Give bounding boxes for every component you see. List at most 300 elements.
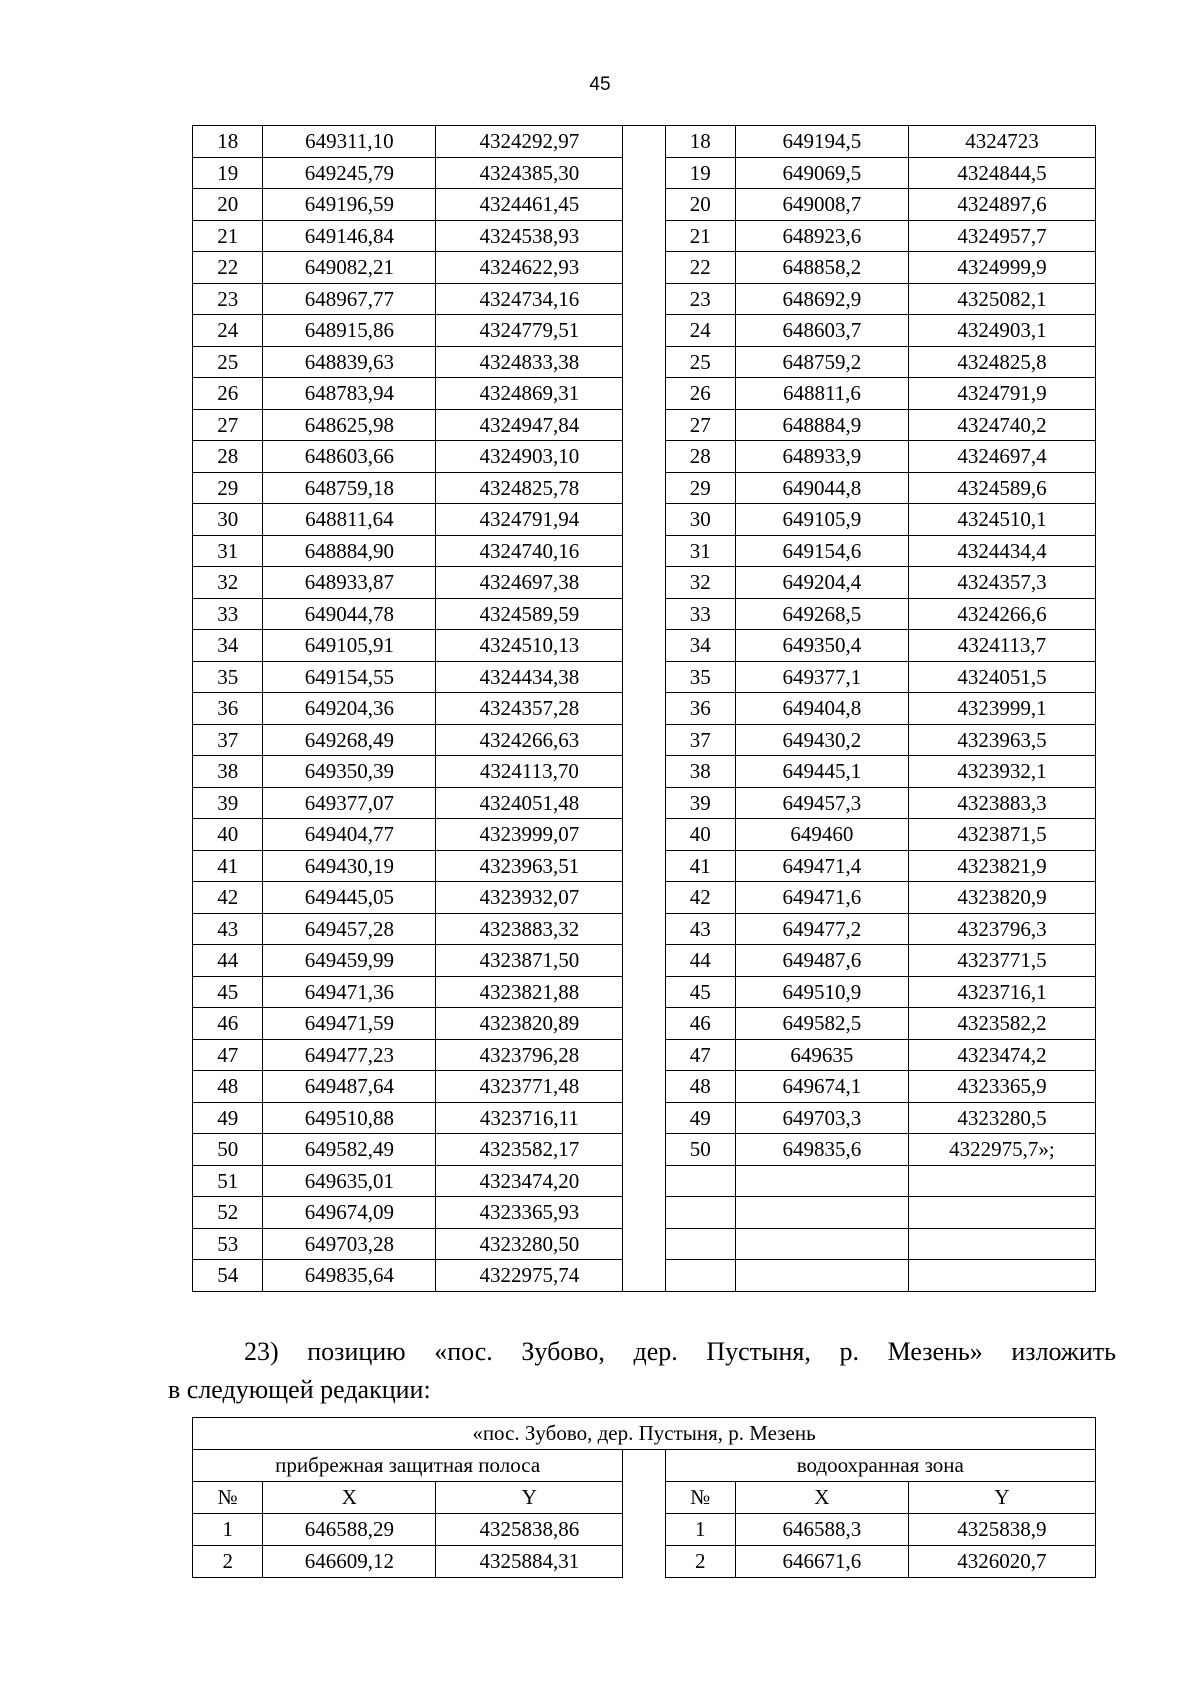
table-row <box>193 598 1096 630</box>
left-x-cell: 649204,36 <box>263 693 436 725</box>
right-no-cell: 39 <box>665 787 735 819</box>
table-row <box>193 1008 1096 1040</box>
left-y-cell: 4323582,17 <box>436 1134 623 1166</box>
right-x-cell: 649105,9 <box>735 504 908 536</box>
gap-cell <box>623 1039 665 1071</box>
left-no-cell: 54 <box>193 1260 263 1292</box>
gap-cell <box>623 1546 665 1578</box>
paragraph-line-1: 23) позицию «пос. Зубово, дер. Пустыня, р. Мезень» изложить <box>244 1337 1116 1366</box>
right-y-cell: 4324589,6 <box>908 472 1095 504</box>
right-no-cell: 24 <box>665 315 735 347</box>
left-no-cell: 40 <box>193 819 263 851</box>
left-x-cell: 648811,64 <box>263 504 436 536</box>
left-x-cell: 649582,49 <box>263 1134 436 1166</box>
right-y-cell: 4324903,1 <box>908 315 1095 347</box>
amendment-paragraph <box>168 1333 1116 1409</box>
right-no: 1 <box>665 1514 735 1546</box>
left-y: 4325838,86 <box>436 1514 623 1546</box>
table-row <box>193 630 1096 662</box>
table-row <box>193 1071 1096 1103</box>
left-no-cell: 36 <box>193 693 263 725</box>
gap-cell <box>623 630 665 662</box>
left-y-cell: 4324266,63 <box>436 724 623 756</box>
gap-cell <box>623 756 665 788</box>
right-y-cell: 4324266,6 <box>908 598 1095 630</box>
gap-cell <box>623 882 665 914</box>
right-y-cell: 4323716,1 <box>908 976 1095 1008</box>
gap-cell <box>623 472 665 504</box>
right-x: 646588,3 <box>735 1514 908 1546</box>
right-x-cell <box>735 1197 908 1229</box>
gap-cell <box>623 1197 665 1229</box>
right-x-cell: 649069,5 <box>735 157 908 189</box>
right-no-cell: 35 <box>665 661 735 693</box>
left-no-cell: 28 <box>193 441 263 473</box>
gap-cell <box>623 189 665 221</box>
table-row <box>193 220 1096 252</box>
coordinates-table <box>192 125 1096 1292</box>
left-no-cell: 47 <box>193 1039 263 1071</box>
table-row <box>193 252 1096 284</box>
gap-cell <box>623 1008 665 1040</box>
left-no-cell: 25 <box>193 346 263 378</box>
left-x-cell: 649471,59 <box>263 1008 436 1040</box>
left-y-cell: 4324510,13 <box>436 630 623 662</box>
left-y-cell: 4323365,93 <box>436 1197 623 1229</box>
right-y-cell: 4324791,9 <box>908 378 1095 410</box>
left-section-header: прибрежная защитная полоса <box>193 1450 623 1482</box>
gap-cell <box>623 567 665 599</box>
right-no-cell: 27 <box>665 409 735 441</box>
gap-cell <box>623 724 665 756</box>
right-no-cell: 26 <box>665 378 735 410</box>
left-x-cell: 649404,77 <box>263 819 436 851</box>
left-x-cell: 648915,86 <box>263 315 436 347</box>
left-no: 1 <box>193 1514 263 1546</box>
right-y-cell: 4323796,3 <box>908 913 1095 945</box>
left-no-cell: 22 <box>193 252 263 284</box>
left-no-cell: 18 <box>193 126 263 158</box>
gap-cell <box>623 598 665 630</box>
paragraph-line-2: в следующей редакции: <box>168 1375 431 1404</box>
right-y-cell: 4324510,1 <box>908 504 1095 536</box>
right-x-cell <box>735 1228 908 1260</box>
left-x-cell: 649459,99 <box>263 945 436 977</box>
right-x-cell: 648759,2 <box>735 346 908 378</box>
right-x-cell: 649445,1 <box>735 756 908 788</box>
left-y-cell: 4324734,16 <box>436 283 623 315</box>
right-y-cell: 4323582,2 <box>908 1008 1095 1040</box>
left-y-cell: 4324051,48 <box>436 787 623 819</box>
right-y-cell: 4323963,5 <box>908 724 1095 756</box>
left-x-cell: 649487,64 <box>263 1071 436 1103</box>
right-y-cell <box>908 1260 1095 1292</box>
right-x-cell: 648933,9 <box>735 441 908 473</box>
right-x-cell: 648923,6 <box>735 220 908 252</box>
left-no-cell: 19 <box>193 157 263 189</box>
left-x-cell: 649457,28 <box>263 913 436 945</box>
left-x-cell: 649835,64 <box>263 1260 436 1292</box>
table-row <box>193 346 1096 378</box>
left-no-cell: 23 <box>193 283 263 315</box>
right-y-cell <box>908 1228 1095 1260</box>
right-no-cell <box>665 1228 735 1260</box>
table-row <box>193 819 1096 851</box>
gap-cell <box>623 378 665 410</box>
gap-cell <box>623 126 665 158</box>
table-row <box>193 378 1096 410</box>
gap-cell <box>623 1165 665 1197</box>
right-no-cell: 22 <box>665 252 735 284</box>
page-number: 45 <box>589 74 611 95</box>
right-col-x-header: X <box>735 1482 908 1514</box>
left-x-cell: 649044,78 <box>263 598 436 630</box>
table-row <box>193 283 1096 315</box>
left-y-cell: 4324740,16 <box>436 535 623 567</box>
gap-cell <box>623 504 665 536</box>
left-no-cell: 48 <box>193 1071 263 1103</box>
left-y-cell: 4323999,07 <box>436 819 623 851</box>
right-y-cell: 4324999,9 <box>908 252 1095 284</box>
left-col-x-header: X <box>263 1482 436 1514</box>
right-y-cell <box>908 1197 1095 1229</box>
zubovo-table-title: «пос. Зубово, дер. Пустыня, р. Мезень <box>193 1418 1096 1450</box>
left-y-cell: 4324791,94 <box>436 504 623 536</box>
zubovo-data-row <box>193 1514 1096 1546</box>
right-no-cell: 42 <box>665 882 735 914</box>
left-no-cell: 31 <box>193 535 263 567</box>
table-row <box>193 504 1096 536</box>
left-y-cell: 4324385,30 <box>436 157 623 189</box>
left-x-cell: 649471,36 <box>263 976 436 1008</box>
table-row <box>193 1134 1096 1166</box>
gap-cell <box>623 283 665 315</box>
left-x-cell: 649105,91 <box>263 630 436 662</box>
left-no-cell: 41 <box>193 850 263 882</box>
table-row <box>193 693 1096 725</box>
gap-cell <box>623 913 665 945</box>
left-y-cell: 4324833,38 <box>436 346 623 378</box>
left-no-cell: 24 <box>193 315 263 347</box>
right-y-cell: 4323280,5 <box>908 1102 1095 1134</box>
gap-cell <box>623 693 665 725</box>
left-y-cell: 4323883,32 <box>436 913 623 945</box>
right-x-cell: 649204,4 <box>735 567 908 599</box>
table-row <box>193 567 1096 599</box>
right-no-cell: 40 <box>665 819 735 851</box>
zubovo-data-row <box>193 1546 1096 1578</box>
right-no-cell: 32 <box>665 567 735 599</box>
right-y-cell: 4323932,1 <box>908 756 1095 788</box>
left-no-cell: 39 <box>193 787 263 819</box>
left-x-cell: 649635,01 <box>263 1165 436 1197</box>
table-row <box>193 945 1096 977</box>
left-y-cell: 4323871,50 <box>436 945 623 977</box>
left-y-cell: 4324825,78 <box>436 472 623 504</box>
right-x-cell: 649835,6 <box>735 1134 908 1166</box>
gap-cell <box>623 220 665 252</box>
right-x-cell: 649703,3 <box>735 1102 908 1134</box>
right-y-cell: 4323771,5 <box>908 945 1095 977</box>
right-no-cell: 37 <box>665 724 735 756</box>
left-no-cell: 38 <box>193 756 263 788</box>
right-x-cell: 649430,2 <box>735 724 908 756</box>
left-x: 646588,29 <box>263 1514 436 1546</box>
right-y-cell: 4323821,9 <box>908 850 1095 882</box>
table-row <box>193 1228 1096 1260</box>
right-x-cell: 649377,1 <box>735 661 908 693</box>
gap-cell <box>623 976 665 1008</box>
right-y-cell: 4323365,9 <box>908 1071 1095 1103</box>
left-x-cell: 648625,98 <box>263 409 436 441</box>
left-y-cell: 4323474,20 <box>436 1165 623 1197</box>
gap-cell <box>623 1102 665 1134</box>
right-x-cell: 649674,1 <box>735 1071 908 1103</box>
gap-cell <box>623 441 665 473</box>
right-x-cell: 649471,4 <box>735 850 908 882</box>
right-no-cell: 31 <box>665 535 735 567</box>
gap-cell <box>623 819 665 851</box>
right-y-cell: 4324051,5 <box>908 661 1095 693</box>
right-x-cell: 649194,5 <box>735 126 908 158</box>
table-row <box>193 535 1096 567</box>
right-y-cell: 4324844,5 <box>908 157 1095 189</box>
right-y-cell: 4324357,3 <box>908 567 1095 599</box>
right-y-cell: 4324113,7 <box>908 630 1095 662</box>
right-x-cell: 649471,6 <box>735 882 908 914</box>
left-y-cell: 4324869,31 <box>436 378 623 410</box>
left-y-cell: 4323796,28 <box>436 1039 623 1071</box>
left-x-cell: 648783,94 <box>263 378 436 410</box>
left-x-cell: 648967,77 <box>263 283 436 315</box>
right-y-cell: 4324957,7 <box>908 220 1095 252</box>
left-y-cell: 4324538,93 <box>436 220 623 252</box>
right-y-cell: 4323474,2 <box>908 1039 1095 1071</box>
table-row <box>193 1039 1096 1071</box>
left-x-cell: 649154,55 <box>263 661 436 693</box>
right-no-cell <box>665 1197 735 1229</box>
left-no-cell: 30 <box>193 504 263 536</box>
gap-cell <box>623 535 665 567</box>
right-section-header: водоохранная зона <box>665 1450 1095 1482</box>
left-y-cell: 4324461,45 <box>436 189 623 221</box>
zubovo-section-header-row <box>193 1450 1096 1482</box>
left-x-cell: 649311,10 <box>263 126 436 158</box>
table-row <box>193 1197 1096 1229</box>
right-x-cell: 648884,9 <box>735 409 908 441</box>
right-x-cell: 649154,6 <box>735 535 908 567</box>
right-no-cell: 41 <box>665 850 735 882</box>
left-no-cell: 34 <box>193 630 263 662</box>
right-no-cell: 21 <box>665 220 735 252</box>
table-row <box>193 126 1096 158</box>
gap-cell <box>623 850 665 882</box>
table-row <box>193 882 1096 914</box>
left-y-cell: 4322975,74 <box>436 1260 623 1292</box>
right-no-cell: 23 <box>665 283 735 315</box>
left-no-cell: 27 <box>193 409 263 441</box>
right-x-cell: 649582,5 <box>735 1008 908 1040</box>
left-y-cell: 4323280,50 <box>436 1228 623 1260</box>
left-x-cell: 648839,63 <box>263 346 436 378</box>
left-y-cell: 4323771,48 <box>436 1071 623 1103</box>
left-no-cell: 49 <box>193 1102 263 1134</box>
left-y: 4325884,31 <box>436 1546 623 1578</box>
table-row <box>193 1102 1096 1134</box>
right-no-cell: 47 <box>665 1039 735 1071</box>
gap-cell <box>623 1260 665 1292</box>
right-y-cell: 4324723 <box>908 126 1095 158</box>
right-x-cell: 649350,4 <box>735 630 908 662</box>
left-no-cell: 21 <box>193 220 263 252</box>
left-no-cell: 43 <box>193 913 263 945</box>
right-no-cell: 50 <box>665 1134 735 1166</box>
right-no-cell: 38 <box>665 756 735 788</box>
right-x-cell <box>735 1260 908 1292</box>
right-no-cell: 25 <box>665 346 735 378</box>
left-no-cell: 45 <box>193 976 263 1008</box>
left-no-cell: 29 <box>193 472 263 504</box>
left-x-cell: 649377,07 <box>263 787 436 819</box>
right-no-cell: 29 <box>665 472 735 504</box>
left-no-cell: 33 <box>193 598 263 630</box>
table-row <box>193 409 1096 441</box>
gap-cell <box>623 787 665 819</box>
left-x-cell: 649510,88 <box>263 1102 436 1134</box>
zubovo-column-header-row <box>193 1482 1096 1514</box>
table-row <box>193 850 1096 882</box>
right-x-cell <box>735 1165 908 1197</box>
right-y-cell: 4324697,4 <box>908 441 1095 473</box>
left-y-cell: 4324113,70 <box>436 756 623 788</box>
left-no-cell: 46 <box>193 1008 263 1040</box>
left-x-cell: 649268,49 <box>263 724 436 756</box>
table-row <box>193 756 1096 788</box>
gap-cell <box>623 1482 665 1514</box>
gap-cell <box>623 1450 665 1482</box>
left-no-cell: 52 <box>193 1197 263 1229</box>
right-y-cell: 4325082,1 <box>908 283 1095 315</box>
right-no-cell: 46 <box>665 1008 735 1040</box>
gap-cell <box>623 346 665 378</box>
zubovo-title-row <box>193 1418 1096 1450</box>
right-no-cell: 18 <box>665 126 735 158</box>
gap-cell <box>623 1134 665 1166</box>
left-y-cell: 4323716,11 <box>436 1102 623 1134</box>
right-x-cell: 649487,6 <box>735 945 908 977</box>
right-x-cell: 648692,9 <box>735 283 908 315</box>
left-y-cell: 4324779,51 <box>436 315 623 347</box>
table-row <box>193 1260 1096 1292</box>
right-x-cell: 649477,2 <box>735 913 908 945</box>
left-no-cell: 50 <box>193 1134 263 1166</box>
right-x-cell: 648811,6 <box>735 378 908 410</box>
right-x-cell: 648858,2 <box>735 252 908 284</box>
right-y-cell <box>908 1165 1095 1197</box>
right-y-cell: 4324897,6 <box>908 189 1095 221</box>
left-y-cell: 4323932,07 <box>436 882 623 914</box>
left-x-cell: 648933,87 <box>263 567 436 599</box>
right-x-cell: 649457,3 <box>735 787 908 819</box>
right-x-cell: 649460 <box>735 819 908 851</box>
table-row <box>193 157 1096 189</box>
table-row <box>193 1165 1096 1197</box>
right-x-cell: 649044,8 <box>735 472 908 504</box>
right-no-cell: 45 <box>665 976 735 1008</box>
right-x: 646671,6 <box>735 1546 908 1578</box>
left-y-cell: 4323820,89 <box>436 1008 623 1040</box>
left-x-cell: 648759,18 <box>263 472 436 504</box>
right-x-cell: 649268,5 <box>735 598 908 630</box>
left-y-cell: 4324622,93 <box>436 252 623 284</box>
left-x-cell: 649350,39 <box>263 756 436 788</box>
gap-cell <box>623 945 665 977</box>
table-row <box>193 189 1096 221</box>
right-no-cell: 36 <box>665 693 735 725</box>
left-x-cell: 649445,05 <box>263 882 436 914</box>
left-no-cell: 51 <box>193 1165 263 1197</box>
right-no-cell <box>665 1260 735 1292</box>
left-x-cell: 648603,66 <box>263 441 436 473</box>
right-y-cell: 4324740,2 <box>908 409 1095 441</box>
table-row <box>193 976 1096 1008</box>
table-row <box>193 787 1096 819</box>
right-y-cell: 4323883,3 <box>908 787 1095 819</box>
left-no-cell: 26 <box>193 378 263 410</box>
right-y: 4325838,9 <box>908 1514 1095 1546</box>
table-row <box>193 724 1096 756</box>
left-no-cell: 35 <box>193 661 263 693</box>
left-y-cell: 4324697,38 <box>436 567 623 599</box>
right-no-cell <box>665 1165 735 1197</box>
right-no: 2 <box>665 1546 735 1578</box>
right-y-cell: 4324825,8 <box>908 346 1095 378</box>
left-y-cell: 4323821,88 <box>436 976 623 1008</box>
left-no-cell: 20 <box>193 189 263 221</box>
gap-cell <box>623 315 665 347</box>
left-x-cell: 649082,21 <box>263 252 436 284</box>
gap-cell <box>623 661 665 693</box>
left-no: 2 <box>193 1546 263 1578</box>
gap-cell <box>623 1071 665 1103</box>
right-y: 4326020,7 <box>908 1546 1095 1578</box>
right-no-cell: 20 <box>665 189 735 221</box>
left-x-cell: 649477,23 <box>263 1039 436 1071</box>
left-x-cell: 649430,19 <box>263 850 436 882</box>
table-row <box>193 661 1096 693</box>
left-no-cell: 53 <box>193 1228 263 1260</box>
left-x-cell: 649196,59 <box>263 189 436 221</box>
left-x-cell: 648884,90 <box>263 535 436 567</box>
right-x-cell: 649635 <box>735 1039 908 1071</box>
right-y-cell: 4322975,7»; <box>908 1134 1095 1166</box>
right-no-cell: 33 <box>665 598 735 630</box>
right-y-cell: 4323871,5 <box>908 819 1095 851</box>
right-x-cell: 649510,9 <box>735 976 908 1008</box>
left-y-cell: 4324947,84 <box>436 409 623 441</box>
left-y-cell: 4324292,97 <box>436 126 623 158</box>
gap-cell <box>623 252 665 284</box>
left-x: 646609,12 <box>263 1546 436 1578</box>
right-y-cell: 4323820,9 <box>908 882 1095 914</box>
right-no-cell: 19 <box>665 157 735 189</box>
left-x-cell: 649245,79 <box>263 157 436 189</box>
right-no-cell: 49 <box>665 1102 735 1134</box>
left-y-cell: 4323963,51 <box>436 850 623 882</box>
zubovo-coordinates-table <box>192 1417 1096 1578</box>
left-col-no-header: № <box>193 1482 263 1514</box>
table-row <box>193 315 1096 347</box>
